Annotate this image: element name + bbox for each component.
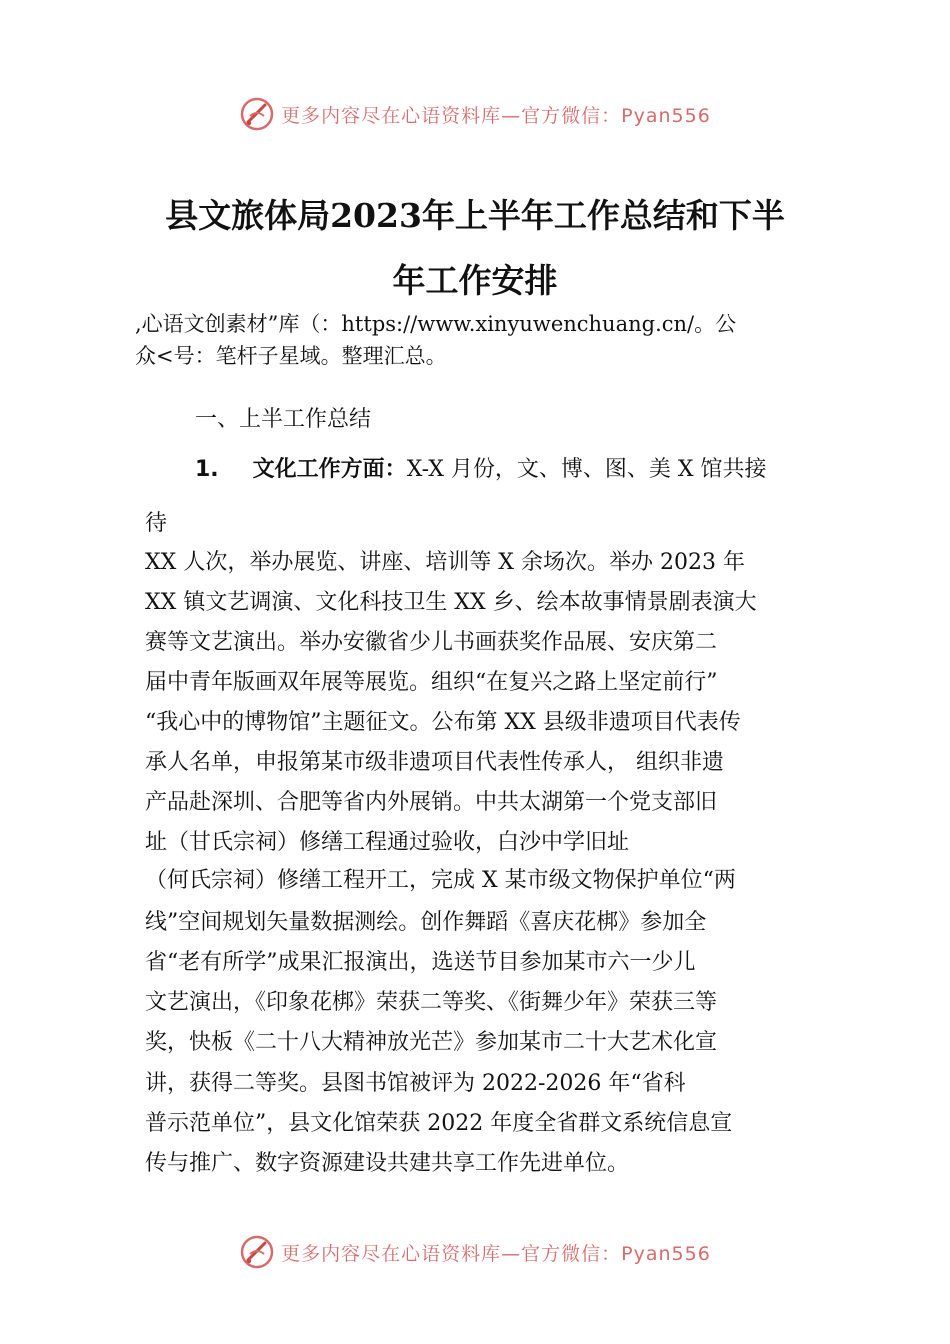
body-line: 赛等文艺演出。举办安徽省少儿书画获奖作品展、安庆第二 [145, 630, 718, 655]
body-line: 届中青年版画双年展等展览。组织“在复兴之路上坚定前行” [145, 670, 718, 695]
item-lead: 文化工作方面： [252, 457, 407, 482]
body-line: “我心中的博物馆”主题征文。公布第 XX 县级非遗项目代表传 [145, 710, 741, 735]
document-title-line2: 年工作安排 [392, 261, 558, 300]
source-note-line2: 众<号：笔杆子星域。整理汇总。 [135, 344, 447, 368]
source-note-line1: ,心语文创素材”库（：https://www.xinyuwenchuang.cn/。公 [135, 312, 737, 336]
body-line: XX 镇文艺调演、文化科技卫生 XX 乡、绘本故事情景剧表演大 [145, 590, 757, 615]
body-line: 省“老有所学”成果汇报演出，选送节目参加某市六一少儿 [145, 950, 696, 975]
body-line: 奖，快板《二十八大精神放光芒》参加某市二十大艺术化宣 [145, 1030, 718, 1055]
body-line: 址（甘氏宗祠）修缮工程通过验收，白沙中学旧址 [145, 830, 630, 855]
watermark-text: 更多内容尽在心语资料库—官方微信：Pyan556 [281, 104, 711, 127]
item-number: 1. [195, 457, 219, 482]
body-line: 承人名单，申报第某市级非遗项目代表性传承人， 组织非遗 [145, 750, 724, 775]
body-line: 讲，获得二等奖。县图书馆被评为 2022-2026 年“省科 [145, 1071, 686, 1096]
item-first-line: X-X 月份，文、博、图、美 X 馆共接 [406, 457, 767, 482]
body-line: 待 [145, 511, 168, 536]
watermark-banner-top [0, 92, 950, 136]
body-line: 传与推广、数字资源建设共建共享工作先进单位。 [145, 1151, 630, 1176]
body-line: 文艺演出，《印象花梆》荣获二等奖、《街舞少年》荣获三等 [145, 990, 718, 1015]
document-title-line1: 县文旅体局2023年上半年工作总结和下半 [165, 196, 785, 235]
body-line: （何氏宗祠）修缮工程开工，完成 X 某市级文物保护单位“两 [145, 868, 736, 893]
section-heading: 一、上半工作总结 [195, 407, 372, 432]
item-heading [195, 452, 767, 483]
body-line: 普示范单位”，县文化馆荣获 2022 年度全省群文系统信息宣 [145, 1111, 733, 1136]
pen-circle-logo-icon [239, 96, 275, 132]
watermark-text: 更多内容尽在心语资料库—官方微信：Pyan556 [281, 1242, 711, 1265]
watermark-banner-bottom [0, 1230, 950, 1274]
body-line: XX 人次，举办展览、讲座、培训等 X 余场次。举办 2023 年 [145, 550, 745, 575]
body-line: 线”空间规划矢量数据测绘。创作舞蹈《喜庆花梆》参加全 [145, 910, 707, 935]
body-line: 产品赴深圳、合肥等省内外展销。中共太湖第一个党支部旧 [145, 790, 718, 815]
pen-circle-logo-icon [239, 1234, 275, 1270]
